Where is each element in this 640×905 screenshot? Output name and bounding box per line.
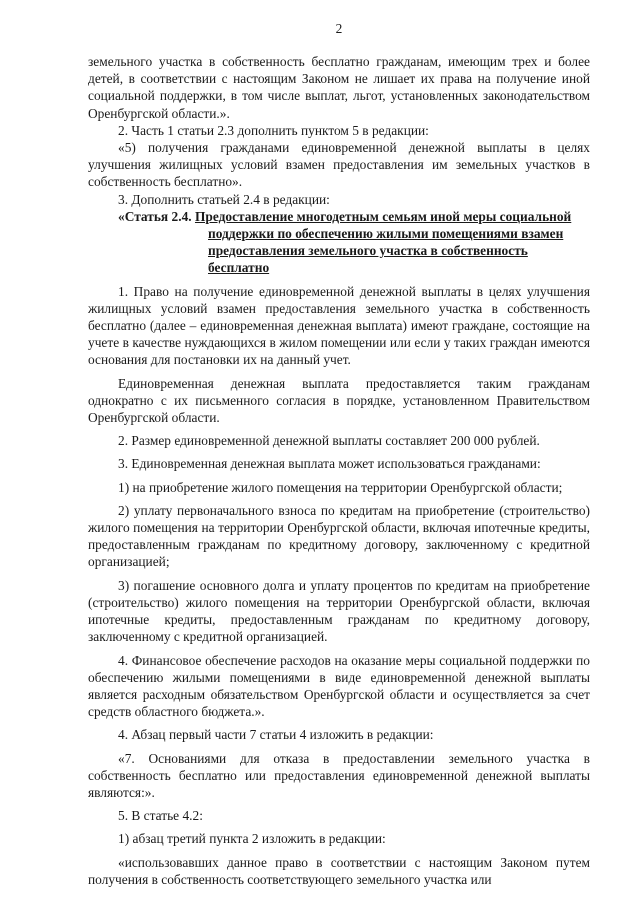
- paragraph: 1) абзац третий пункта 2 изложить в редакции:: [118, 831, 386, 847]
- paragraph: 1) на приобретение жилого помещения на территории Оренбургской области;: [118, 479, 563, 495]
- paragraph: «5) получения гражданами единовременной денежной выплаты в целях улучшения жилищных условий взамен предоставления им земельных участков в собственность бесплатно».: [88, 140, 590, 190]
- paragraph: Единовременная денежная выплата предоставляется таким гражданам однократно с их письменного согласия в порядке, установленном Правительством Оренбургской области.: [88, 375, 590, 426]
- article-heading-lead: «Статья 2.4.: [118, 208, 195, 224]
- paragraph: 4. Финансовое обеспечение расходов на оказание меры социальной поддержки по обеспечению жилыми помещениями в виде единовременной денежной выплаты является расходным обязательством Оренбургской области и осуществляется за счет средств областного бюджета.».: [88, 652, 590, 720]
- paragraph: 3. Единовременная денежная выплата может использоваться гражданами:: [118, 456, 541, 472]
- paragraph: земельного участка в собственность бесплатно гражданам, имеющим трех и более детей, в соответствии с настоящим Законом не лишает их права на получение иной социальной поддержки, в том числе выплат, льгот, установленных законодательством Оренбургской области.».: [88, 54, 590, 121]
- paragraph: 3) погашение основного долга и уплату процентов по кредитам на приобретение (строительство) жилого помещения на территории Оренбургской области, включая ипотечные кредиты, предоставленным гражданам по кредитному договору, заключенному с кредитной организацией.: [88, 577, 590, 645]
- paragraph: 5. В статье 4.2:: [118, 808, 203, 824]
- article-heading-title: Предоставление многодетным семьям иной меры социальной поддержки по обеспечению жилыми помещениями взамен предоставления земельного участка в собственность бесплатно: [194, 208, 572, 276]
- article-heading: [88, 208, 590, 277]
- document-page: [88, 0, 590, 905]
- paragraph: 4. Абзац первый части 7 статьи 4 изложить в редакции:: [118, 727, 434, 743]
- paragraph: 2. Часть 1 статьи 2.3 дополнить пунктом 5 в редакции:: [118, 122, 429, 138]
- paragraph: «7. Основаниями для отказа в предоставлении земельного участка в собственность бесплатно или предоставления единовременной денежной выплаты являются:».: [88, 750, 590, 800]
- page-number: 2: [335, 21, 343, 36]
- document-body: [88, 53, 590, 888]
- paragraph: «использовавших данное право в соответствии с настоящим Законом путем получения в собственность соответствующего земельного участка или: [88, 854, 590, 887]
- paragraph: 1. Право на получение единовременной денежной выплаты в целях улучшения жилищных условий взамен предоставления земельного участка в собственность бесплатно (далее – единовременная денежная выплата) имеют граждане, состоящие на учете в качестве нуждающихся в жилом помещении или если у таких граждан имеются основания для постановки их на данный учет.: [88, 283, 590, 368]
- paragraph: 2. Размер единовременной денежной выплаты составляет 200 000 рублей.: [118, 433, 540, 449]
- paragraph: 3. Дополнить статьей 2.4 в редакции:: [118, 191, 330, 207]
- paragraph: 2) уплату первоначального взноса по кредитам на приобретение (строительство) жилого помещения на территории Оренбургской области, включая ипотечные кредиты, предоставленным гражданам по кредитному договору, заключенному с кредитной организацией;: [88, 502, 590, 570]
